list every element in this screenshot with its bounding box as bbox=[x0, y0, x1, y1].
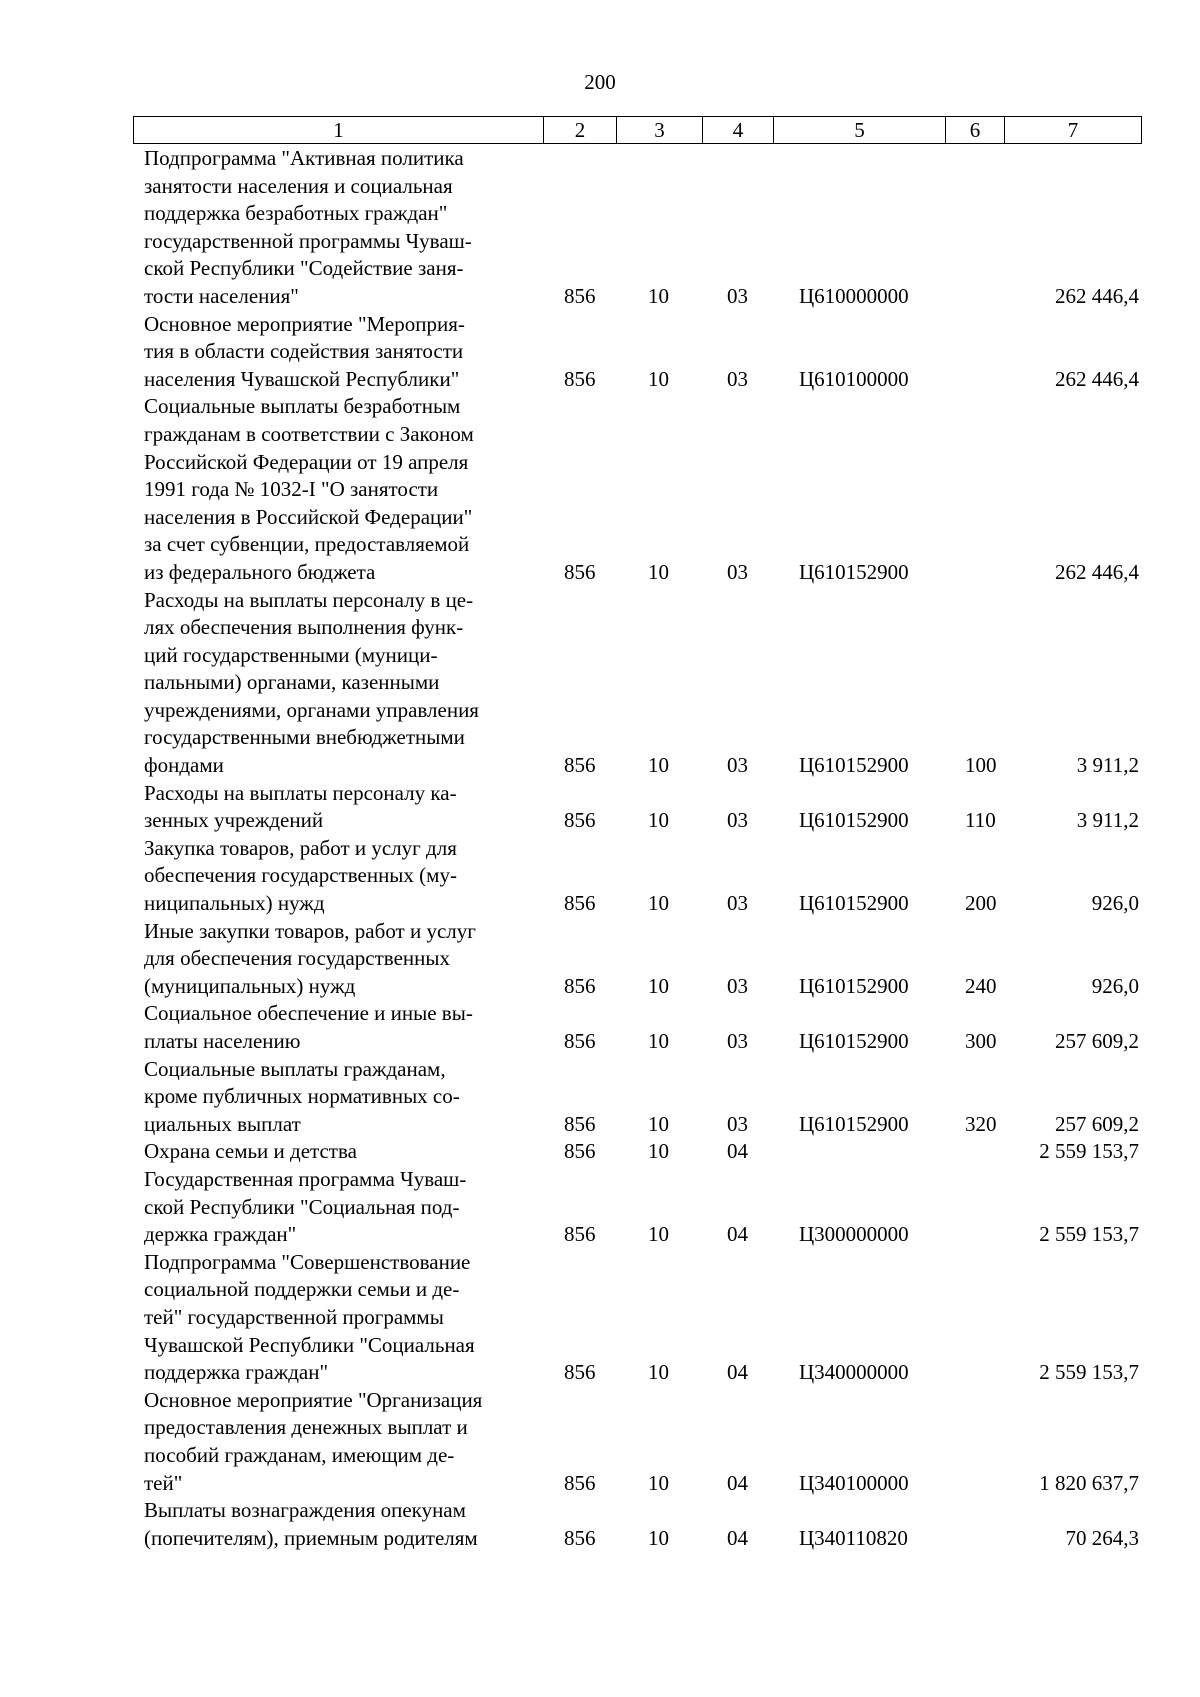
table-row bbox=[0, 780, 1200, 835]
table-row bbox=[0, 587, 1200, 780]
ministry-code: 856 bbox=[564, 1525, 596, 1550]
table-row bbox=[0, 1249, 1200, 1387]
target-article-code: Ц610152900 bbox=[799, 559, 909, 584]
section-code: 10 bbox=[648, 808, 669, 833]
expense-type-code: 320 bbox=[965, 1111, 997, 1136]
description-line: предоставления денежных выплат и bbox=[144, 1415, 468, 1440]
budget-table-body bbox=[0, 145, 1200, 1552]
amount: 262 446,4 bbox=[1055, 559, 1139, 584]
description-line: (муниципальных) нужд bbox=[144, 973, 356, 998]
description-line: ской Республики "Содействие заня- bbox=[144, 256, 464, 281]
ministry-code: 856 bbox=[564, 559, 596, 584]
table-row bbox=[0, 1138, 1200, 1166]
header-col-1: 1 bbox=[134, 117, 544, 144]
expense-type-code: 300 bbox=[965, 1029, 997, 1053]
subsection-code: 04 bbox=[727, 1222, 748, 1247]
description-line: пособий гражданам, имеющим де- bbox=[144, 1442, 455, 1467]
target-article-code: Ц610152900 bbox=[799, 1111, 909, 1136]
target-article-code: Ц610000000 bbox=[799, 283, 909, 308]
description-line: Социальные выплаты гражданам, bbox=[144, 1056, 446, 1081]
amount: 257 609,2 bbox=[1055, 1111, 1139, 1136]
description-line: Охрана семьи и детства bbox=[144, 1139, 357, 1164]
description-line: Подпрограмма "Активная политика bbox=[144, 146, 464, 170]
ministry-code: 856 bbox=[564, 973, 596, 998]
ministry-code: 856 bbox=[564, 1139, 596, 1164]
amount: 262 446,4 bbox=[1055, 366, 1139, 391]
description-line: населения в Российской Федерации" bbox=[144, 504, 473, 529]
description-line: населения Чувашской Республики" bbox=[144, 366, 460, 391]
section-code: 10 bbox=[648, 1525, 669, 1550]
description-line: занятости населения и социальная bbox=[144, 173, 453, 198]
target-article-code: Ц340100000 bbox=[799, 1470, 909, 1495]
table-row bbox=[0, 1166, 1200, 1249]
expense-type-code: 240 bbox=[965, 973, 997, 998]
table-row bbox=[0, 918, 1200, 1001]
table-row bbox=[0, 393, 1200, 586]
description-line: кроме публичных нормативных со- bbox=[144, 1084, 460, 1109]
header-col-6: 6 bbox=[946, 117, 1005, 144]
description-line: Чувашской Республики "Социальная bbox=[144, 1332, 475, 1357]
subsection-code: 04 bbox=[727, 1360, 748, 1385]
description-line: тей" bbox=[144, 1470, 183, 1495]
subsection-code: 04 bbox=[727, 1139, 748, 1164]
section-code: 10 bbox=[648, 1360, 669, 1385]
description-line: Выплаты вознаграждения опекунам bbox=[144, 1498, 466, 1523]
section-code: 10 bbox=[648, 973, 669, 998]
section-code: 10 bbox=[648, 753, 669, 778]
subsection-code: 03 bbox=[727, 1029, 748, 1053]
description-line: Государственная программа Чуваш- bbox=[144, 1166, 467, 1191]
section-code: 10 bbox=[648, 559, 669, 584]
subsection-code: 03 bbox=[727, 559, 748, 584]
section-code: 10 bbox=[648, 1470, 669, 1495]
header-col-2: 2 bbox=[544, 117, 617, 144]
ministry-code: 856 bbox=[564, 1111, 596, 1136]
target-article-code: Ц340000000 bbox=[799, 1360, 909, 1385]
description-line: государственными внебюджетными bbox=[144, 725, 465, 750]
description-line: зенных учреждений bbox=[144, 808, 324, 833]
page-number: 200 bbox=[584, 70, 616, 94]
description-line: Иные закупки товаров, работ и услуг bbox=[144, 918, 476, 943]
amount: 262 446,4 bbox=[1055, 283, 1139, 308]
description-line: Расходы на выплаты персоналу в це- bbox=[144, 587, 474, 612]
ministry-code: 856 bbox=[564, 753, 596, 778]
section-code: 10 bbox=[648, 366, 669, 391]
description-line: тости населения" bbox=[144, 283, 299, 308]
row-description bbox=[144, 835, 539, 918]
description-line: государственной программы Чуваш- bbox=[144, 228, 472, 253]
row-description bbox=[144, 1387, 539, 1497]
row-description bbox=[144, 1138, 539, 1166]
row-description bbox=[144, 311, 539, 394]
target-article-code: Ц340110820 bbox=[799, 1525, 908, 1550]
target-article-code: Ц610152900 bbox=[799, 753, 909, 778]
description-line: из федерального бюджета bbox=[144, 559, 376, 584]
ministry-code: 856 bbox=[564, 808, 596, 833]
target-article-code: Ц610100000 bbox=[799, 366, 909, 391]
target-article-code: Ц610152900 bbox=[799, 808, 909, 833]
expense-type-code: 100 bbox=[965, 753, 997, 778]
description-line: 1991 года № 1032-I "О занятости bbox=[144, 477, 439, 502]
target-article-code: Ц610152900 bbox=[799, 891, 909, 916]
description-line: ций государственными (муници- bbox=[144, 642, 438, 667]
amount: 3 911,2 bbox=[1076, 753, 1139, 778]
row-description bbox=[144, 587, 539, 780]
description-line: платы населению bbox=[144, 1029, 301, 1053]
row-description bbox=[144, 1166, 539, 1249]
description-line: обеспечения государственных (му- bbox=[144, 863, 457, 888]
column-number-header bbox=[133, 116, 1142, 144]
description-line: Закупка товаров, работ и услуг для bbox=[144, 835, 457, 860]
ministry-code: 856 bbox=[564, 1470, 596, 1495]
description-line: лях обеспечения выполнения функ- bbox=[144, 615, 464, 640]
table-row bbox=[0, 1000, 1200, 1055]
subsection-code: 03 bbox=[727, 283, 748, 308]
table-row bbox=[0, 1387, 1200, 1497]
target-article-code: Ц610152900 bbox=[799, 973, 909, 998]
subsection-code: 03 bbox=[727, 973, 748, 998]
ministry-code: 856 bbox=[564, 1029, 596, 1053]
description-line: Социальное обеспечение и иные вы- bbox=[144, 1001, 473, 1026]
description-line: тия в области содействия занятости bbox=[144, 339, 464, 364]
subsection-code: 03 bbox=[727, 891, 748, 916]
subsection-code: 03 bbox=[727, 753, 748, 778]
amount: 926,0 bbox=[1091, 891, 1139, 916]
section-code: 10 bbox=[648, 1222, 669, 1247]
subsection-code: 04 bbox=[727, 1525, 748, 1550]
description-line: держка граждан" bbox=[144, 1222, 297, 1247]
table-row bbox=[0, 311, 1200, 394]
description-line: социальной поддержки семьи и де- bbox=[144, 1277, 460, 1302]
row-description bbox=[144, 1249, 539, 1387]
section-code: 10 bbox=[648, 891, 669, 916]
ministry-code: 856 bbox=[564, 1360, 596, 1385]
description-line: учреждениями, органами управления bbox=[144, 697, 479, 722]
description-line: тей" государственной программы bbox=[144, 1304, 444, 1329]
row-description bbox=[144, 1497, 539, 1552]
amount: 2 559 153,7 bbox=[1039, 1360, 1139, 1385]
expense-type-code: 110 bbox=[965, 808, 996, 833]
description-line: фондами bbox=[144, 753, 224, 778]
description-line: Подпрограмма "Совершенствование bbox=[144, 1249, 471, 1274]
section-code: 10 bbox=[648, 1139, 669, 1164]
row-description bbox=[144, 393, 539, 586]
row-description bbox=[144, 145, 539, 311]
section-code: 10 bbox=[648, 1029, 669, 1053]
description-line: Основное мероприятие "Организация bbox=[144, 1387, 483, 1412]
expense-type-code: 200 bbox=[965, 891, 997, 916]
description-line: гражданам в соответствии с Законом bbox=[144, 421, 474, 446]
amount: 3 911,2 bbox=[1076, 808, 1139, 833]
amount: 2 559 153,7 bbox=[1039, 1139, 1139, 1164]
description-line: пальными) органами, казенными bbox=[144, 670, 440, 695]
amount: 926,0 bbox=[1091, 973, 1139, 998]
subsection-code: 04 bbox=[727, 1470, 748, 1495]
row-description bbox=[144, 918, 539, 1001]
row-description bbox=[144, 780, 539, 835]
description-line: поддержка безработных граждан" bbox=[144, 201, 448, 226]
row-description bbox=[144, 1056, 539, 1139]
target-article-code: Ц610152900 bbox=[799, 1029, 909, 1053]
amount: 2 559 153,7 bbox=[1039, 1222, 1139, 1247]
description-line: Социальные выплаты безработным bbox=[144, 394, 461, 419]
amount: 70 264,3 bbox=[1065, 1525, 1139, 1550]
table-row bbox=[0, 1497, 1200, 1552]
description-line: поддержка граждан" bbox=[144, 1360, 329, 1385]
description-line: циальных выплат bbox=[144, 1111, 301, 1136]
description-line: Российской Федерации от 19 апреля bbox=[144, 449, 469, 474]
subsection-code: 03 bbox=[727, 1111, 748, 1136]
section-code: 10 bbox=[648, 283, 669, 308]
header-col-7: 7 bbox=[1005, 117, 1142, 144]
header-col-4: 4 bbox=[703, 117, 774, 144]
description-line: для обеспечения государственных bbox=[144, 946, 450, 971]
description-line: Расходы на выплаты персоналу ка- bbox=[144, 780, 457, 805]
amount: 257 609,2 bbox=[1055, 1029, 1139, 1053]
description-line: за счет субвенции, предоставляемой bbox=[144, 532, 470, 557]
table-row bbox=[0, 1056, 1200, 1139]
ministry-code: 856 bbox=[564, 366, 596, 391]
row-description bbox=[144, 1000, 539, 1055]
header-col-3: 3 bbox=[617, 117, 703, 144]
description-line: ской Республики "Социальная под- bbox=[144, 1194, 460, 1219]
subsection-code: 03 bbox=[727, 808, 748, 833]
description-line: Основное мероприятие "Мероприя- bbox=[144, 311, 465, 336]
header-col-5: 5 bbox=[774, 117, 946, 144]
description-line: (попечителям), приемным родителям bbox=[144, 1525, 478, 1550]
table-row bbox=[0, 145, 1200, 311]
ministry-code: 856 bbox=[564, 891, 596, 916]
table-row bbox=[0, 835, 1200, 918]
description-line: ниципальных) нужд bbox=[144, 891, 325, 916]
subsection-code: 03 bbox=[727, 366, 748, 391]
target-article-code: Ц300000000 bbox=[799, 1222, 909, 1247]
section-code: 10 bbox=[648, 1111, 669, 1136]
ministry-code: 856 bbox=[564, 1222, 596, 1247]
amount: 1 820 637,7 bbox=[1039, 1470, 1139, 1495]
ministry-code: 856 bbox=[564, 283, 596, 308]
